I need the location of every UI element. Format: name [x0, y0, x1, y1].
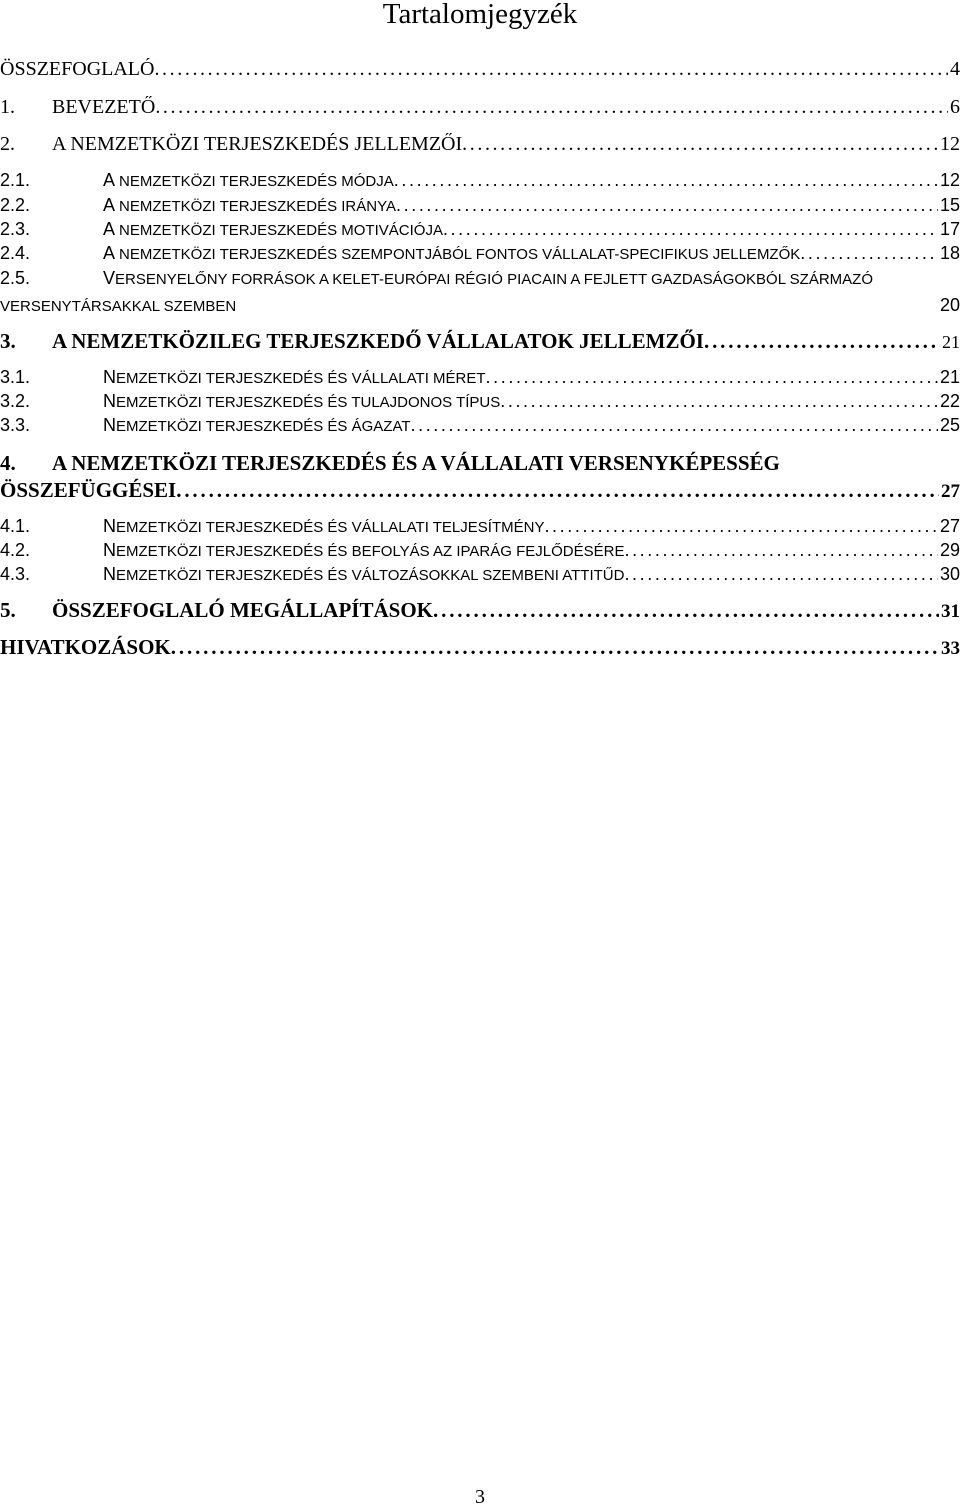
toc-entry-3-2[interactable]	[0, 391, 960, 412]
toc-entry-number: 1.	[0, 96, 15, 118]
toc-entry-label: A NEMZETKÖZI TERJESZKEDÉS MÓDJA	[103, 170, 394, 190]
toc-leader-dots	[171, 635, 939, 660]
toc-entry-osszefoglalo[interactable]	[0, 58, 960, 81]
toc-entry-page: 15	[939, 195, 960, 215]
toc-leader-dots	[800, 243, 938, 264]
toc-entry-number: 3.1.	[0, 367, 31, 387]
toc-entry-page: 20	[939, 295, 960, 315]
toc-entry-page: 12	[939, 170, 960, 190]
toc-entry-label: NEMZETKÖZI TERJESZKEDÉS ÉS BEFOLYÁS AZ IPARÁG FEJLŐDÉSÉRE	[103, 540, 625, 560]
toc-entry-label: BEVEZETŐ	[52, 96, 156, 118]
toc-entry-5[interactable]	[0, 598, 960, 623]
toc-entry-page: 18	[939, 243, 960, 263]
toc-entry-page: 27	[941, 481, 960, 502]
toc-entry-page: 22	[939, 391, 960, 411]
toc-entry-number: 3.	[0, 329, 16, 353]
toc-title: Tartalomjegyzék	[382, 0, 578, 30]
toc-entry-number: 4.3.	[0, 564, 31, 584]
toc-entry-number: 3.2.	[0, 391, 31, 411]
toc-entry-2[interactable]	[0, 133, 960, 156]
toc-leader-dots	[411, 415, 938, 436]
toc-entry-label: NEMZETKÖZI TERJESZKEDÉS ÉS VÁLLALATI TELJESÍTMÉNY	[103, 516, 545, 536]
toc-entry-2-5[interactable]	[0, 268, 960, 289]
toc-entry-label: A NEMZETKÖZI TERJESZKEDÉS MOTIVÁCIÓJA	[103, 219, 443, 239]
toc-entry-number: 4.	[0, 451, 16, 475]
toc-leader-dots	[462, 133, 938, 156]
toc-entry-number: 3.3.	[0, 415, 31, 435]
toc-entry-label: NEMZETKÖZI TERJESZKEDÉS ÉS VÁLTOZÁSOKKAL SZEMBENI ATTITŰD	[103, 564, 625, 584]
toc-entry-label: NEMZETKÖZI TERJESZKEDÉS ÉS ÁGAZAT	[103, 415, 411, 435]
toc-entry-4-continuation[interactable]	[0, 478, 960, 503]
toc-entry-number: 5.	[0, 598, 16, 622]
toc-entry-page: 6	[950, 96, 960, 118]
toc-entry-page: 31	[941, 601, 960, 622]
toc-entry-number: 2.3.	[0, 219, 31, 239]
toc-entry-number: 2.2.	[0, 195, 31, 215]
toc-entry-page: 21	[939, 367, 960, 387]
toc-leader-dots	[544, 516, 938, 537]
toc-entry-label: ÖSSZEFOGLALÓ MEGÁLLAPÍTÁSOK	[52, 598, 433, 622]
toc-leader-dots	[433, 598, 939, 623]
toc-entry-3-1[interactable]	[0, 367, 960, 388]
toc-entry-page: 33	[941, 638, 960, 659]
toc-entry-page: 12	[940, 133, 960, 155]
toc-entry-page: 29	[939, 540, 960, 560]
toc-entry-page: 30	[939, 564, 960, 584]
toc-entry-label: VERSENYELŐNY FORRÁSOK A KELET-EURÓPAI RÉGIÓ PIACAIN A FEJLETT GAZDASÁGOKBÓL SZÁRMAZÓ	[103, 268, 873, 288]
toc-entry-page: 21	[942, 332, 960, 352]
toc-entry-4-2[interactable]	[0, 540, 960, 561]
page-number: 3	[475, 1486, 485, 1508]
toc-entry-number: 4.1.	[0, 516, 31, 536]
toc-entry-label: A NEMZETKÖZI TERJESZKEDÉS ÉS A VÁLLALATI VERSENYKÉPESSÉG	[52, 451, 780, 475]
toc-entry-number: 2.5.	[0, 268, 31, 288]
toc-entry-3-3[interactable]	[0, 415, 960, 436]
toc-entry-number: 2.4.	[0, 243, 31, 263]
toc-leader-dots	[704, 329, 940, 354]
toc-entry-3[interactable]	[0, 329, 960, 354]
toc-entry-page: 4	[950, 58, 960, 80]
toc-entry-2-2[interactable]	[0, 195, 960, 216]
toc-entry-2-5-continuation[interactable]	[0, 295, 960, 316]
toc-entry-page: 17	[939, 219, 960, 239]
toc-entry-label: NEMZETKÖZI TERJESZKEDÉS ÉS TULAJDONOS TÍPUS	[103, 391, 501, 411]
toc-entry-label: A NEMZETKÖZI TERJESZKEDÉS SZEMPONTJÁBÓL FONTOS VÁLLALAT-SPECIFIKUS JELLEMZŐK	[103, 243, 801, 263]
toc-entry-label-cont: ÖSSZEFÜGGÉSEI	[0, 478, 177, 502]
toc-leader-dots	[394, 170, 938, 191]
toc-leader-dots	[176, 478, 939, 503]
toc-entry-2-3[interactable]	[0, 219, 960, 240]
toc-entry-number: 2.1.	[0, 170, 31, 190]
toc-entry-number: 2.	[0, 133, 15, 155]
toc-entry-page: 25	[939, 415, 960, 435]
toc-leader-dots	[443, 219, 938, 240]
toc-entry-label: HIVATKOZÁSOK	[0, 635, 171, 659]
toc-leader-dots	[486, 367, 938, 388]
toc-entry-label: A NEMZETKÖZI TERJESZKEDÉS IRÁNYA	[103, 195, 397, 215]
toc-entry-4-1[interactable]	[0, 516, 960, 537]
toc-entry-label: NEMZETKÖZI TERJESZKEDÉS ÉS VÁLLALATI MÉRET	[103, 367, 486, 387]
toc-leader-dots	[500, 391, 938, 412]
toc-entry-2-1[interactable]	[0, 170, 960, 191]
toc-entry-label: A NEMZETKÖZILEG TERJESZKEDŐ VÁLLALATOK JELLEMZŐI	[52, 329, 704, 353]
toc-leader-dots	[396, 195, 938, 216]
toc-entry-1[interactable]	[0, 96, 960, 119]
toc-entry-label-cont: VERSENYTÁRSAKKAL SZEMBEN	[0, 298, 237, 315]
toc-entry-2-4[interactable]	[0, 243, 960, 264]
toc-leader-dots	[624, 564, 938, 585]
toc-entry-4-3[interactable]	[0, 564, 960, 585]
toc-leader-dots	[155, 96, 948, 119]
toc-entry-4[interactable]	[0, 451, 960, 476]
toc-entry-number: 4.2.	[0, 540, 31, 560]
toc-entry-label: A NEMZETKÖZI TERJESZKEDÉS JELLEMZŐI	[52, 133, 463, 155]
toc-entry-hivatkozasok[interactable]	[0, 635, 960, 660]
toc-entry-page: 27	[939, 516, 960, 536]
toc-leader-dots	[154, 58, 948, 81]
toc-leader-dots	[624, 540, 938, 561]
toc-entry-label: ÖSSZEFOGLALÓ	[0, 58, 155, 80]
